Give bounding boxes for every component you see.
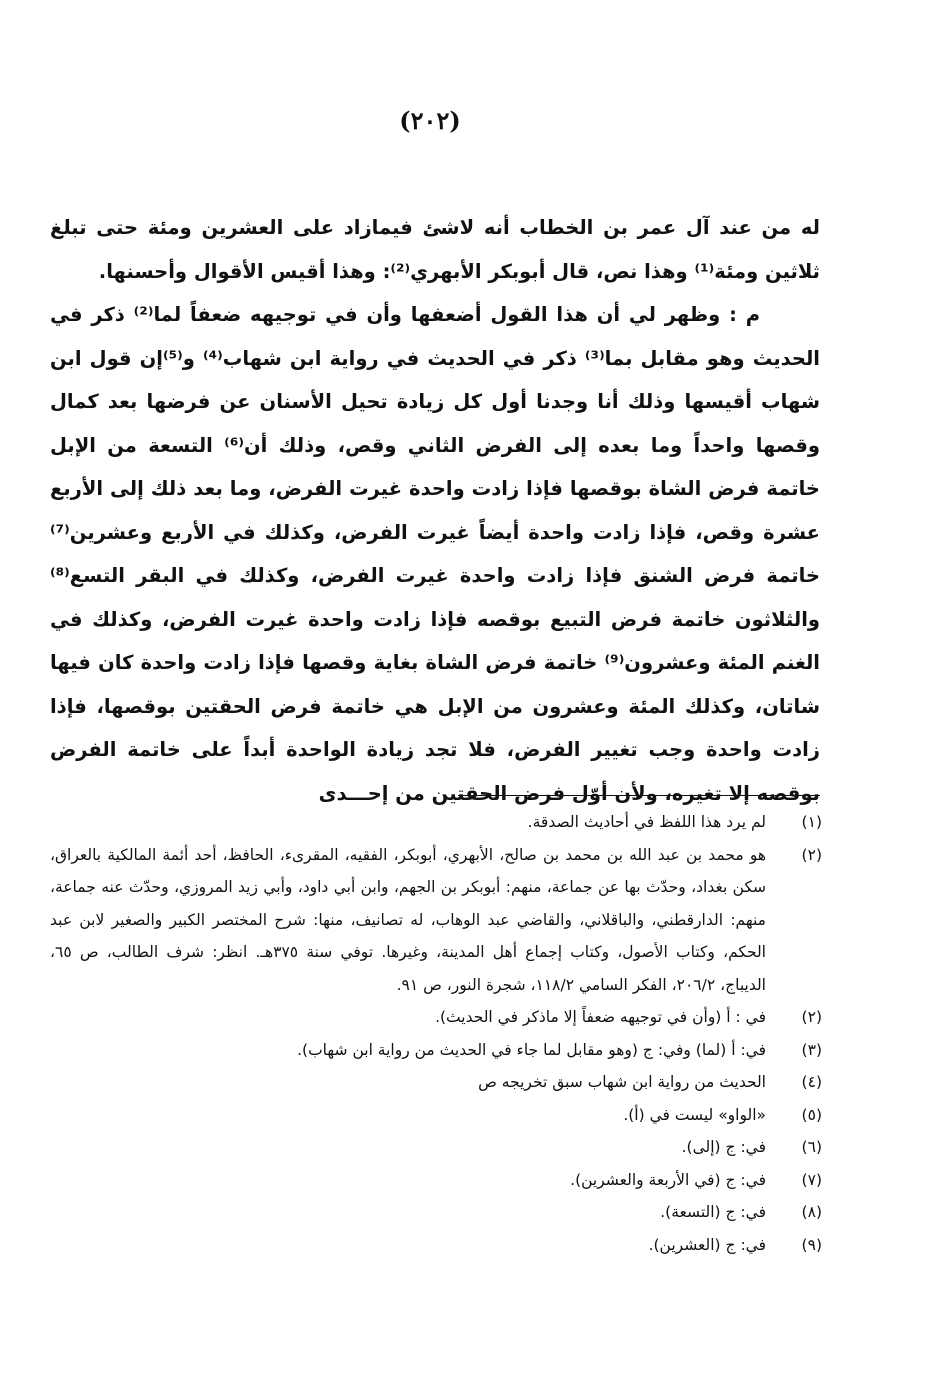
footnote-separator: [458, 795, 820, 796]
footnote: [50, 1196, 822, 1229]
footnote: [50, 1001, 822, 1034]
paragraph: له من عند آل عمر بن الخطاب أنه لاشئ فيمازاد على العشرين ومئة حتى تبلغ ثلاثين ومئة⁽¹⁾ وهذا نص، قال أبوبكر الأبهري⁽²⁾: وهذا أقيس الأقوال وأحسنها.: [50, 216, 820, 283]
footnote-number: (٣): [801, 1040, 822, 1059]
footnote-number: (٤): [801, 1073, 822, 1091]
footnote: [50, 1131, 822, 1164]
footnote: [50, 1229, 822, 1262]
footnote-number: (٢): [801, 1008, 822, 1026]
footnote-number: (٧): [801, 1170, 822, 1189]
footnote: [50, 1164, 822, 1197]
footnote-text: في: ج (في الأربعة والعشرين).: [570, 1170, 766, 1189]
footnote-number: (٥): [801, 1105, 822, 1124]
footnote-text: في : أ (وأن في توجيهه ضعفاً إلا ماذكر في الحديث).: [435, 1008, 766, 1026]
footnote-number: (٢): [801, 845, 822, 864]
footnote-text: في: أ (لما) وفي: ج (وهو مقابل لما جاء في الحديث من رواية ابن شهاب).: [297, 1040, 766, 1059]
footnote: [50, 1066, 822, 1099]
footnote-number: (٨): [801, 1203, 822, 1221]
footnote: [50, 1034, 822, 1067]
footnote: [50, 806, 822, 839]
page-number: (٢٠٢): [399, 106, 461, 135]
footnote-number: (١): [801, 813, 822, 831]
footnote: [50, 1099, 822, 1132]
footnote-text: في: ج (التسعة).: [660, 1203, 766, 1221]
footnote: [50, 839, 822, 1002]
footnote-text: هو محمد بن عبد الله بن محمد بن صالح، الأبهري، أبوبكر، الفقيه، المقرىء، الحافظ، أحد أئمة المالكية بالعراق، سكن بغداد، وحدّث بها عن جماعة، منهم: أبوبكر بن الجهم، وابن أبي داود، وأبي زيد المروزي، وحدّث عنه جماعة، منهم: الدارقطني، والباقلاني، والقاضي عبد الوهاب، له تصانيف، منها: شرح المختصر الكبير والصغير لابن عبد الحكم، وكتاب الأصول، وكتاب إجماع أهل المدينة، وغيرها. توفي سنة ٣٧٥هـ. انظر: شرف الطالب، ص ٦٥، الديباج، ٢٠٦/٢، الفكر السامي ١١٨/٢، شجرة النور، ص ٩١.: [50, 845, 766, 994]
paragraph: م : وظهر لي أن هذا القول أضعفها وأن في توجيهه ضعفاً لما⁽²⁾ ذكر في الحديث وهو مقابل بما⁽³⁾ ذكر في الحديث في رواية ابن شهاب⁽⁴⁾ و⁽⁵⁾إن قول ابن شهاب أقيسها وذلك أنا وجدنا أول كل زيادة تحيل الأسنان عن فرضها بعد كمال وقصها واحداً وما بعده إلى الفرض الثاني وقص، وذلك أن⁽⁶⁾ التسعة من الإبل خاتمة فرض الشاة بوقصها فإذا زادت واحدة غيرت الفرض، وما بعد ذلك إلى الأربع عشرة وقص، فإذا زادت واحدة أيضاً غيرت الفرض، وكذلك في الأربع وعشرين⁽⁷⁾ خاتمة فرض الشنق فإذا زادت واحدة غيرت الفرض، وكذلك في البقر التسع⁽⁸⁾ والثلاثون خاتمة فرض التبيع بوقصه فإذا زادت واحدة غيرت الفرض، وكذلك في الغنم المئة وعشرون⁽⁹⁾ خاتمة فرض الشاة بغاية وقصها فإذا زادت واحدة كان فيها شاتان، وكذلك المئة وعشرون من الإبل هي خاتمة فرض الحقتين بوقصها، فإذا زادت واحدة وجب تغيير الفرض، فلا تجد زيادة الواحدة أبداً على خاتمة الفرض بوقصه إلا تغيره، ولأن أوّل فرض الحقتين من إحـــدى: [50, 303, 820, 805]
footnote-text: «الواو» ليست في (أ).: [623, 1105, 766, 1124]
footnote-text: في: ج (العشرين).: [648, 1235, 766, 1254]
footnotes: [50, 806, 822, 1261]
main-text: [50, 206, 820, 815]
footnote-number: (٩): [801, 1235, 822, 1254]
footnote-text: لم يرد هذا اللفظ في أحاديث الصدقة.: [527, 813, 766, 831]
footnote-text: في: ج (إلى).: [681, 1138, 766, 1156]
footnote-text: الحديث من رواية ابن شهاب سبق تخريجه ص: [478, 1073, 766, 1091]
footnote-number: (٦): [801, 1138, 822, 1156]
